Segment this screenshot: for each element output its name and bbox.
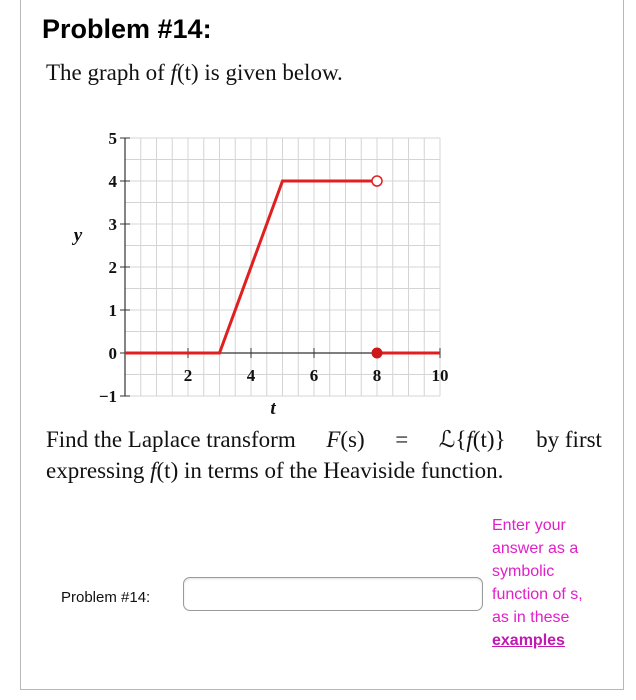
intro-suffix: is given below. xyxy=(198,60,343,85)
open-endpoint-marker xyxy=(372,176,382,186)
question-by-first: by first xyxy=(536,427,602,452)
x-tick-label: 8 xyxy=(372,366,382,385)
y-tick-label: 4 xyxy=(108,172,117,191)
laplace-ft: (t) xyxy=(472,427,495,452)
question-expressing: expressing xyxy=(46,458,151,483)
question-equals: = xyxy=(395,427,409,452)
x-tick-label: 2 xyxy=(183,366,193,385)
transform-F: F xyxy=(326,427,341,452)
problem-title: Problem #14: xyxy=(42,14,212,44)
answer-hint xyxy=(492,514,604,652)
question-laplace xyxy=(439,424,506,455)
y-axis-label: y xyxy=(73,225,83,247)
question-ft: (t) xyxy=(156,458,179,483)
intro-prefix: The graph of xyxy=(46,60,171,85)
filled-endpoint-marker xyxy=(372,348,382,358)
hint-text: Enter your answer as a symbolic function of s, as in these xyxy=(492,517,583,626)
function-graph xyxy=(60,128,460,418)
question-line-1 xyxy=(46,424,602,455)
question-text xyxy=(46,424,602,486)
examples-link[interactable]: examples xyxy=(492,632,565,649)
question-transform xyxy=(326,424,364,455)
intro-function-name: f xyxy=(170,60,177,85)
x-tick-label: 6 xyxy=(309,366,319,385)
y-tick-label: 2 xyxy=(108,258,117,277)
question-rest: in terms of the Heaviside function. xyxy=(178,458,504,483)
question-find: Find the Laplace transform xyxy=(46,427,296,452)
x-tick-label: 10 xyxy=(431,366,449,385)
y-tick-label: 0 xyxy=(108,344,117,363)
y-tick-label: −1 xyxy=(98,387,117,406)
x-axis-label: t xyxy=(270,398,276,418)
y-tick-label: 5 xyxy=(108,129,117,148)
transform-arg: (s) xyxy=(340,427,365,452)
answer-input[interactable] xyxy=(183,577,483,611)
y-tick-label: 1 xyxy=(108,301,117,320)
question-f: f xyxy=(150,458,157,483)
laplace-f: f xyxy=(466,427,473,452)
laplace-symbol: ℒ{ xyxy=(438,427,467,452)
intro-function-arg: (t) xyxy=(176,60,199,85)
question-line-2 xyxy=(46,455,602,486)
problem-intro xyxy=(46,60,343,86)
y-tick-label: 3 xyxy=(108,215,117,234)
x-tick-label: 4 xyxy=(246,366,256,385)
laplace-close: } xyxy=(494,427,506,452)
grid-layer xyxy=(125,138,440,396)
answer-label: Problem #14: xyxy=(61,589,151,606)
